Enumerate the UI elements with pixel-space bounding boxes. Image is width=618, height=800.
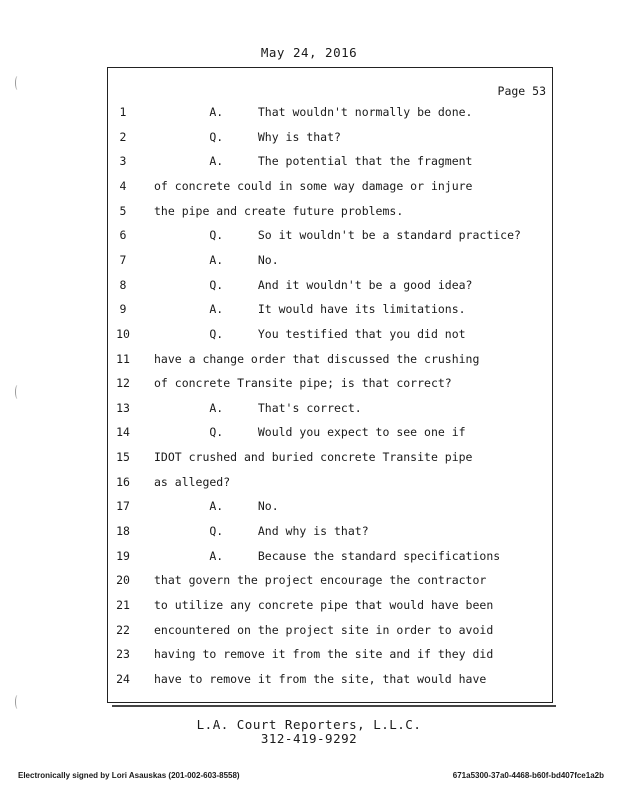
transcript-line <box>108 252 554 276</box>
transcript-line <box>108 178 554 202</box>
line-number: 12 <box>116 376 130 391</box>
transcript-line <box>108 597 554 621</box>
transcript-line <box>108 498 554 522</box>
transcript-line <box>108 449 554 473</box>
document-id: 671a5300-37a0-4468-b60f-bd407fce1a2b <box>452 771 604 780</box>
line-number: 13 <box>116 400 130 415</box>
line-text: A. No. <box>154 499 279 514</box>
line-text: of concrete Transite pipe; is that correct? <box>154 376 452 391</box>
line-number: 23 <box>116 647 130 662</box>
line-number: 17 <box>116 499 130 514</box>
line-number: 2 <box>119 129 127 144</box>
transcript-line <box>108 129 554 153</box>
transcript-line <box>108 301 554 325</box>
transcript-line <box>108 474 554 498</box>
transcript-line <box>108 523 554 547</box>
line-text: Q. And it wouldn't be a good idea? <box>154 277 473 292</box>
line-number: 5 <box>119 203 127 218</box>
transcript-line <box>108 375 554 399</box>
transcript-line <box>108 400 554 424</box>
court-reporter-name: L.A. Court Reporters, L.L.C. <box>196 717 422 732</box>
line-number: 3 <box>119 154 127 169</box>
line-number: 21 <box>116 598 130 612</box>
line-text: A. The potential that the fragment <box>154 154 473 169</box>
transcript-line <box>108 203 554 227</box>
line-number: 10 <box>116 326 130 341</box>
line-text: Q. So it wouldn't be a standard practice? <box>154 228 521 243</box>
line-text: that govern the project encourage the contractor <box>154 573 487 588</box>
transcript-line <box>108 104 554 128</box>
transcript-date: May 24, 2016 <box>260 45 358 60</box>
line-number: 19 <box>116 548 130 563</box>
line-number: 18 <box>116 524 130 539</box>
line-text: encountered on the project site in order to avoid <box>154 622 494 637</box>
line-text: A. It would have its limitations. <box>154 302 466 317</box>
line-number: 24 <box>116 671 130 686</box>
transcript-line <box>108 572 554 596</box>
line-text: A. Because the standard specifications <box>154 548 501 563</box>
transcript-line <box>108 277 554 301</box>
line-number: 6 <box>119 228 127 243</box>
line-number: 7 <box>119 252 127 267</box>
transcript-line <box>108 671 554 695</box>
line-text: of concrete could in some way damage or injure <box>154 178 473 193</box>
transcript-line <box>108 153 554 177</box>
line-number: 11 <box>116 351 130 366</box>
line-text: Q. Why is that? <box>154 129 341 144</box>
court-reporter-phone: 312-419-9292 <box>260 731 358 746</box>
transcript-line <box>108 326 554 350</box>
line-number: 22 <box>116 622 130 637</box>
line-number: 9 <box>119 302 127 317</box>
line-text: have a change order that discussed the crushing <box>154 351 480 366</box>
line-text: to utilize any concrete pipe that would have been <box>154 598 494 612</box>
line-number: 20 <box>116 573 130 588</box>
transcript-line <box>108 622 554 646</box>
line-number: 16 <box>116 474 130 489</box>
line-text: Q. Would you expect to see one if <box>154 425 466 440</box>
binding-hole-mark <box>15 695 20 709</box>
page-number: Page 53 <box>497 84 546 98</box>
transcript-page <box>107 67 553 703</box>
line-text: having to remove it from the site and if they did <box>154 647 494 662</box>
line-number: 8 <box>119 277 127 292</box>
transcript-line <box>108 351 554 375</box>
line-text: have to remove it from the site, that would have <box>154 671 487 686</box>
line-number: 1 <box>119 105 127 119</box>
line-text: A. That's correct. <box>154 400 362 415</box>
line-text: Q. And why is that? <box>154 524 369 539</box>
transcript-line <box>108 424 554 448</box>
line-text: IDOT crushed and buried concrete Transite pipe <box>154 450 473 465</box>
transcript-line <box>108 227 554 251</box>
line-text: the pipe and create future problems. <box>154 203 404 218</box>
line-text: Q. You testified that you did not <box>154 326 466 341</box>
binding-hole-mark <box>15 385 20 399</box>
transcript-line <box>108 548 554 572</box>
line-number: 14 <box>116 425 130 440</box>
line-number: 15 <box>116 450 130 465</box>
line-text: as alleged? <box>154 474 231 489</box>
line-text: A. No. <box>154 252 279 267</box>
transcript-line <box>108 646 554 670</box>
electronic-signature: Electronically signed by Lori Asauskas (201-002-603-8558) <box>18 771 240 780</box>
line-number: 4 <box>119 178 127 193</box>
line-text: A. That wouldn't normally be done. <box>154 105 473 119</box>
binding-hole-mark <box>15 76 20 90</box>
